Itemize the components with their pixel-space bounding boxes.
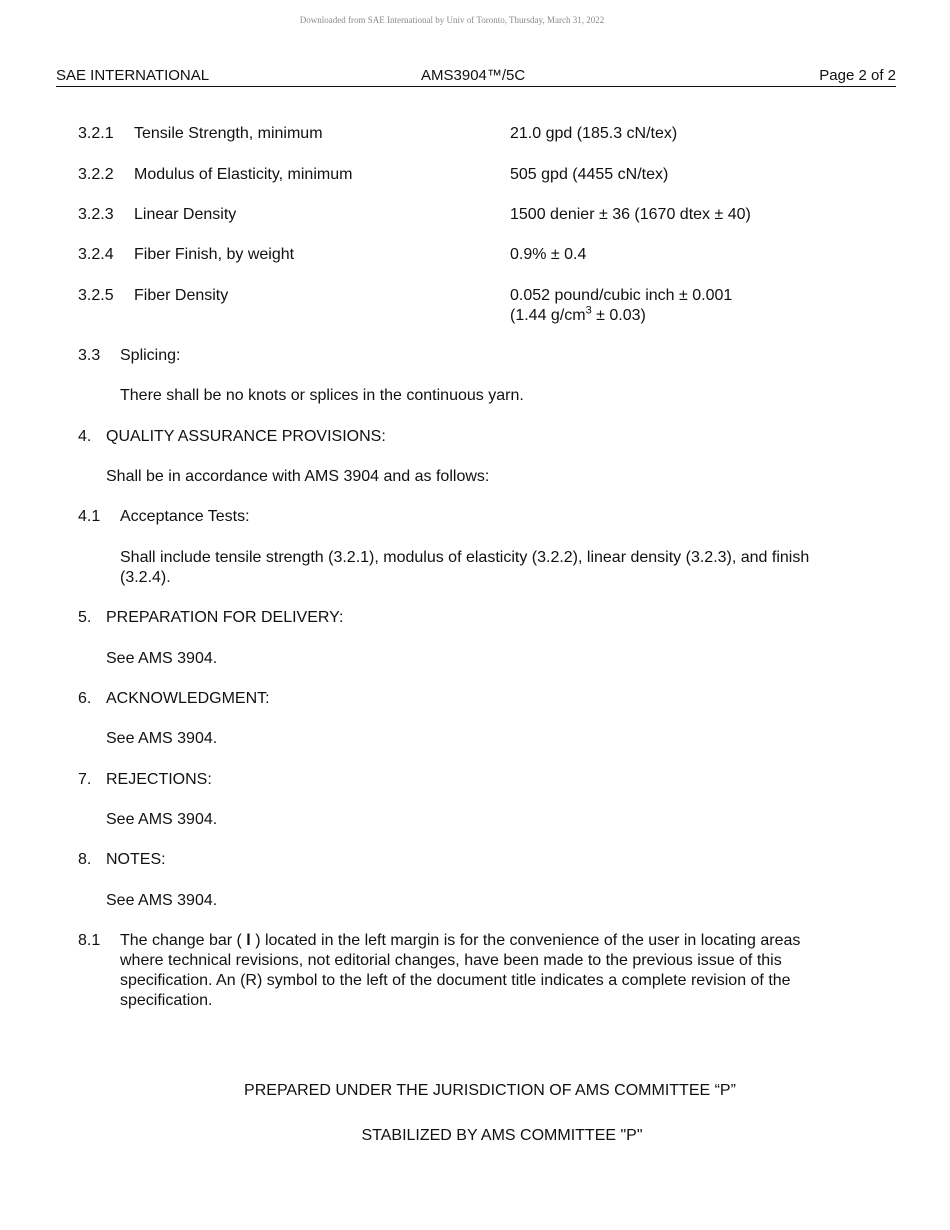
- property-number: 3.2.2: [78, 166, 114, 183]
- property-value: 21.0 gpd (185.3 cN/tex): [510, 125, 678, 142]
- page-header: [56, 66, 896, 87]
- section-8-text: See AMS 3904.: [106, 892, 218, 909]
- section-title: Acceptance Tests:: [120, 508, 250, 525]
- property-label: Tensile Strength, minimum: [134, 125, 323, 142]
- stabilized-statement: STABILIZED BY AMS COMMITTEE "P": [361, 1127, 643, 1144]
- section-number: 7.: [78, 771, 92, 788]
- section-8-1-line-2: where technical revisions, not editorial changes, have been made to the previous issue of this: [120, 952, 782, 969]
- section-number: 5.: [78, 609, 92, 626]
- change-bar-symbol: l: [246, 932, 251, 949]
- property-value: 0.9% ± 0.4: [510, 246, 587, 263]
- fiber-density-imperial: 0.052 pound/cubic inch ± 0.001: [510, 287, 733, 304]
- section-4-1-line-1: Shall include tensile strength (3.2.1), modulus of elasticity (3.2.2), linear density (3.2.3), and finish: [120, 549, 810, 566]
- section-number: 8.1: [78, 932, 101, 949]
- section-title: ACKNOWLEDGMENT:: [106, 690, 270, 707]
- section-number: 6.: [78, 690, 92, 707]
- property-number: 3.2.4: [78, 246, 114, 263]
- section-title: QUALITY ASSURANCE PROVISIONS:: [106, 428, 386, 445]
- fiber-density-metric-post: ± 0.03): [591, 307, 646, 324]
- section-4-1-line-2: (3.2.4).: [120, 569, 171, 586]
- property-value: 505 gpd (4455 cN/tex): [510, 166, 669, 183]
- section-number: 8.: [78, 851, 92, 868]
- section-7-text: See AMS 3904.: [106, 811, 218, 828]
- property-value: [510, 286, 732, 326]
- section-title: REJECTIONS:: [106, 771, 212, 788]
- section-title: NOTES:: [106, 851, 166, 868]
- header-doc-id: AMS3904™/5C: [421, 67, 526, 84]
- property-label: Linear Density: [134, 206, 237, 223]
- header-page-number: Page 2 of 2: [819, 67, 896, 84]
- section-4-text: Shall be in accordance with AMS 3904 and as follows:: [106, 468, 490, 485]
- property-label: Fiber Density: [134, 287, 229, 304]
- section-3-3-text: There shall be no knots or splices in the continuous yarn.: [120, 387, 524, 404]
- property-value: 1500 denier ± 36 (1670 dtex ± 40): [510, 206, 751, 223]
- section-8-1-line-4: specification.: [120, 992, 213, 1009]
- property-number: 3.2.5: [78, 287, 114, 304]
- section-6-text: See AMS 3904.: [106, 730, 218, 747]
- prepared-under-statement: PREPARED UNDER THE JURISDICTION OF AMS COMMITTEE “P”: [244, 1082, 736, 1099]
- section-number: 4.: [78, 428, 92, 445]
- change-bar-line-pre: The change bar (: [120, 932, 247, 949]
- section-5-text: See AMS 3904.: [106, 650, 218, 667]
- section-4-1-text: [120, 548, 880, 588]
- section-number: 4.1: [78, 508, 101, 525]
- property-label: Modulus of Elasticity, minimum: [134, 166, 353, 183]
- section-8-1-text: [120, 931, 880, 1011]
- change-bar-line-post: ) located in the left margin is for the convenience of the user in locating areas: [250, 932, 801, 949]
- fiber-density-metric-pre: (1.44 g/cm: [510, 307, 586, 324]
- section-8-1-line-3: specification. An (R) symbol to the left of the document title indicates a complete revision of the: [120, 972, 791, 989]
- property-number: 3.2.3: [78, 206, 114, 223]
- property-number: 3.2.1: [78, 125, 114, 142]
- header-org: SAE INTERNATIONAL: [56, 67, 210, 84]
- section-title: Splicing:: [120, 347, 181, 364]
- superscript-3: 3: [585, 304, 592, 317]
- section-title: PREPARATION FOR DELIVERY:: [106, 609, 344, 626]
- section-number: 3.3: [78, 347, 101, 364]
- property-label: Fiber Finish, by weight: [134, 246, 295, 263]
- download-notice: Downloaded from SAE International by Univ of Toronto, Thursday, March 31, 2022: [299, 15, 605, 25]
